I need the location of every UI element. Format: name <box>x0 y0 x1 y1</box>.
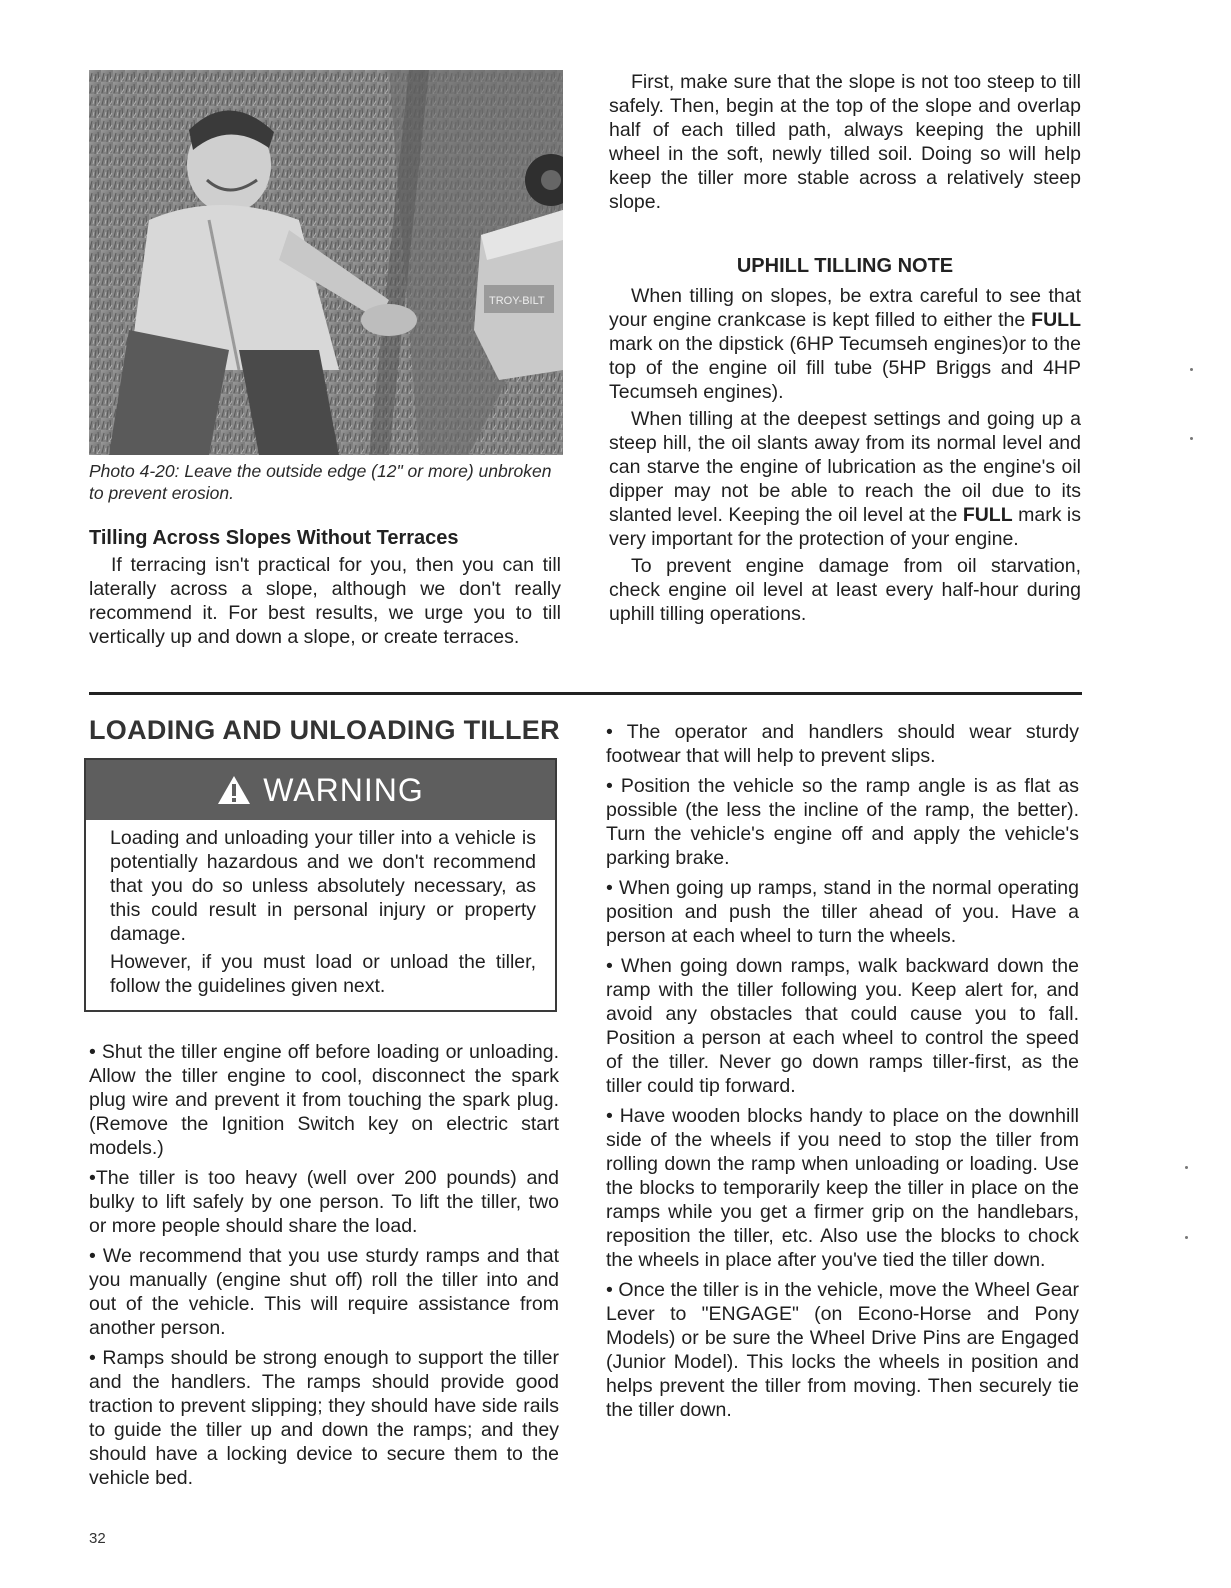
warning-paragraph-2: However, if you must load or unload the tiller, follow the guidelines given next. <box>110 951 536 997</box>
loading-guidelines-left <box>89 1040 559 1496</box>
uphill-tilling-note-heading: UPHILL TILLING NOTE <box>736 255 954 277</box>
warning-triangle-icon <box>217 775 251 805</box>
uphill-paragraph-2: When tilling at the deepest settings and going up a steep hill, the oil slants away from its normal level and can starve the engine of lubrication as the engine's oil dipper may not be able to reach the oil due to its slanted level. Keeping the oil level at the FULL mark is very important for the protection of your engine. <box>609 408 1081 550</box>
list-item: • Once the tiller is in the vehicle, move the Wheel Gear Lever to "ENGAGE" (on Econo-Horse and Pony Models) or be sure the Wheel Drive Pins are Engaged (Junior Model). This locks the wheels in position and helps prevent the tiller from moving. Then securely tie the tiller down. <box>606 1279 1079 1421</box>
scan-speck <box>1190 437 1193 440</box>
full-mark-emphasis-2: FULL <box>962 504 1013 526</box>
slopes-text: If terracing isn't practical for you, then you can till laterally across a slope, although we don't really recommend it. For best results, we urge you to till vertically up and down a slope, or create terraces. <box>89 554 561 648</box>
slope-instructions <box>609 70 1081 214</box>
uphill-tilling-note <box>609 284 1081 629</box>
section-divider <box>89 692 1082 695</box>
scan-speck <box>1185 1236 1188 1239</box>
list-item: • Ramps should be strong enough to support the tiller and the handlers. The ramps should provide good traction to prevent slipping; they should have side rails to guide the tiller up and down the ramps; and they should have a locking device to secure them to the vehicle bed. <box>89 1347 559 1489</box>
list-item: • Shut the tiller engine off before loading or unloading. Allow the tiller engine to cool, disconnect the spark plug wire and prevent it from touching the spark plug. (Remove the Ignition Switch key on electric start models.) <box>89 1041 559 1159</box>
list-item: • Position the vehicle so the ramp angle is as flat as possible (the less the incline of the ramp, the better). Turn the vehicle's engine off and apply the vehicle's parking brake. <box>606 775 1079 869</box>
warning-box <box>84 758 557 1012</box>
uphill-paragraph-1: When tilling on slopes, be extra careful to see that your engine crankcase is kept filled to either the FULL mark on the dipstick (6HP Tecumseh engines)or to the top of the engine oil fill tube (5HP Briggs and 4HP Tecumseh engines). <box>609 285 1081 403</box>
warning-paragraph-1: Loading and unloading your tiller into a vehicle is potentially hazardous and we don't recommend that you do so unless absolutely necessary, as this could result in personal injury or property damage. <box>110 827 536 945</box>
subheading-tilling-across-slopes: Tilling Across Slopes Without Terraces <box>89 527 459 549</box>
tiller-badge: TROY-BILT <box>489 295 545 307</box>
scan-speck <box>1185 1166 1188 1169</box>
full-mark-emphasis: FULL <box>1031 309 1081 331</box>
warning-label: WARNING <box>263 771 424 808</box>
slopes-paragraph <box>89 553 561 649</box>
list-item: • We recommend that you use sturdy ramps and that you manually (engine shut off) roll the tiller into and out of the vehicle. This will require assistance from another person. <box>89 1245 559 1339</box>
slope-instructions-text: First, make sure that the slope is not too steep to till safely. Then, begin at the top of the slope and overlap half of each tilled path, always keeping the uphill wheel in the soft, newly tilled soil. Doing so will help keep the tiller more stable across a relatively steep slope. <box>609 71 1081 213</box>
list-item: • The operator and handlers should wear sturdy footwear that will help to prevent slips. <box>606 721 1079 767</box>
page-number: 32 <box>89 1530 106 1547</box>
section-title-loading-unloading: LOADING AND UNLOADING TILLER <box>89 715 560 745</box>
uphill-paragraph-3: To prevent engine damage from oil starvation, check engine oil level at least every half-hour during uphill tilling operations. <box>609 555 1081 625</box>
scan-speck <box>1190 368 1193 371</box>
list-item: • Have wooden blocks handy to place on the downhill side of the wheels if you need to stop the tiller from rolling down the ramp when unloading or loading. Use the blocks to temporarily keep the tiller in place on the ramps while you get a firmer grip on the handlebars, reposition the tiller, etc. Also use the blocks to chock the wheels in place after you've tied the tiller down. <box>606 1105 1079 1271</box>
photo-caption: Photo 4-20: Leave the outside edge (12" or more) unbroken to prevent erosion. <box>89 461 552 503</box>
list-item: • When going up ramps, stand in the normal operating position and push the tiller ahead of you. Have a person at each wheel to turn the wheels. <box>606 877 1079 947</box>
loading-guidelines-right <box>606 720 1079 1428</box>
list-item: •The tiller is too heavy (well over 200 pounds) and bulky to lift safely by one person. To lift the tiller, two or more people should share the load. <box>89 1167 559 1237</box>
list-item: • When going down ramps, walk backward down the ramp with the tiller following you. Keep alert for, and avoid any obstacles that could cause you to fall. Position a person at each wheel to control the speed of the tiller. Never go down ramps tiller-first, as the tiller could tip forward. <box>606 955 1079 1097</box>
warning-body <box>110 826 536 1002</box>
photo-tilling-slope <box>89 70 563 455</box>
warning-banner <box>86 760 555 820</box>
